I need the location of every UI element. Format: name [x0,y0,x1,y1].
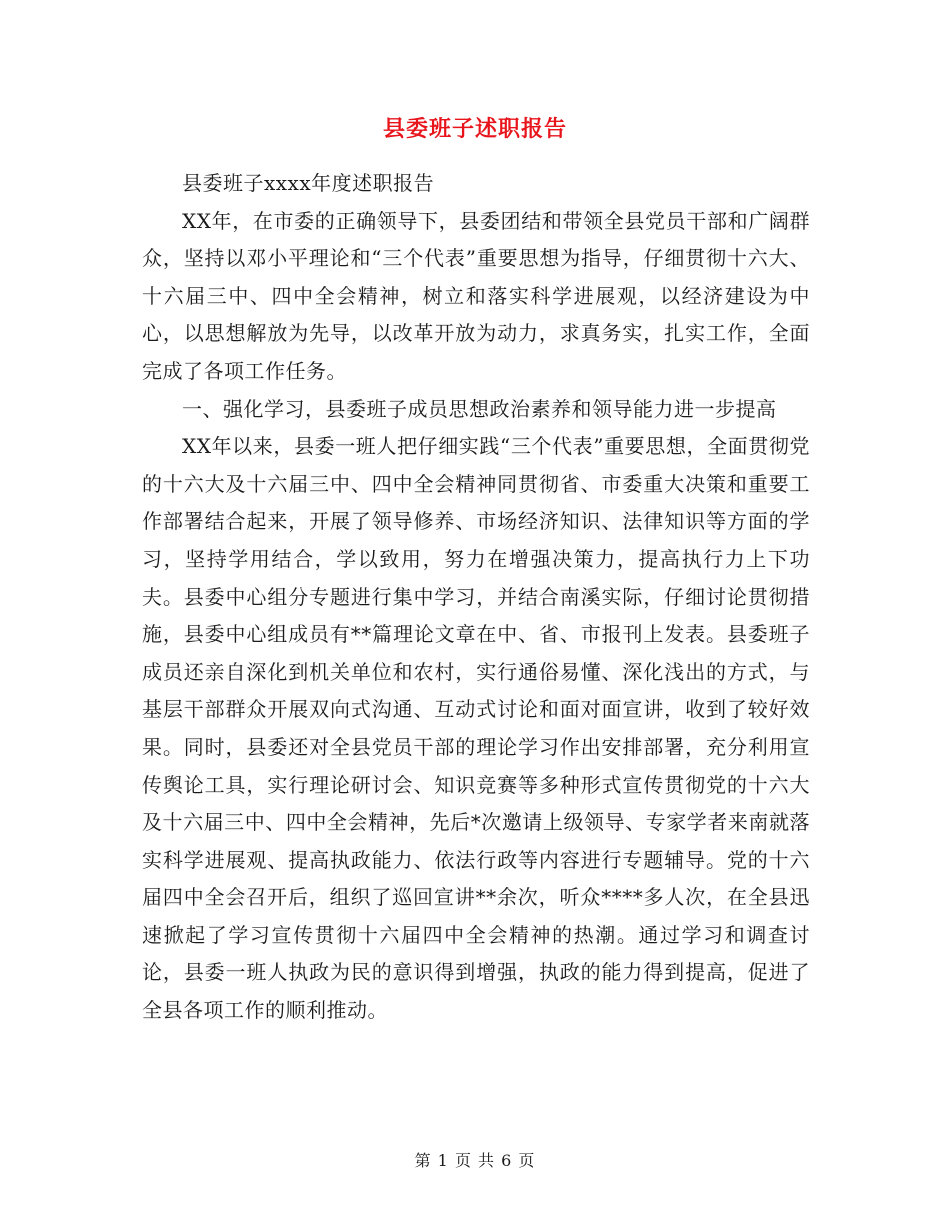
section-heading-1: 一、强化学习，县委班子成员思想政治素养和领导能力进一步提高 [182,396,777,421]
intro-paragraph: XX年，在市委的正确领导下，县委团结和带领全县党员干部和广阔群众，坚持以邓小平理论和“三个代表”重要思想为指导，仔细贯彻十六大、十六届三中、四中全会精神，树立和落实科学进展观，以经济建设为中心，以思想解放为先导，以改革开放为动力，求真务实，扎实工作，全面完成了各项工作任务。 [142,208,810,383]
page-number: 第 1 页 共 6 页 [414,1151,536,1170]
document-body [142,165,810,1030]
document-title: 县委班子述职报告 [382,116,567,142]
section-1-paragraph: XX年以来，县委一班人把仔细实践“三个代表”重要思想，全面贯彻党的十六大及十六届三中、四中全会精神同贯彻省、市委重大决策和重要工作部署结合起来，开展了领导修养、市场经济知识、法律知识等方面的学习，坚持学用结合，学以致用，努力在增强决策力，提高执行力上下功夫。县委中心组分专题进行集中学习，并结合南溪实际，仔细讨论贯彻措施，县委中心组成员有**篇理论文章在中、省、市报刊上发表。县委班子成员还亲自深化到机关单位和农村，实行通俗易懂、深化浅出的方式，与基层干部群众开展双向式沟通、互动式讨论和面对面宣讲，收到了较好效果。同时，县委还对全县党员干部的理论学习作出安排部署，充分利用宣传舆论工具，实行理论研讨会、知识竞赛等多种形式宣传贯彻党的十六大及十六届三中、四中全会精神，先后*次邀请上级领导、专家学者来南就落实科学进展观、提高执政能力、依法行政等内容进行专题辅导。党的十六届四中全会召开后，组织了巡回宣讲**余次，听众****多人次，在全县迅速掀起了学习宣传贯彻十六届四中全会精神的热潮。通过学习和调查讨论，县委一班人执政为民的意识得到增强，执政的能力得到提高，促进了全县各项工作的顺利推动。 [142,434,810,1023]
report-subtitle: 县委班子xxxx年度述职报告 [182,171,435,195]
